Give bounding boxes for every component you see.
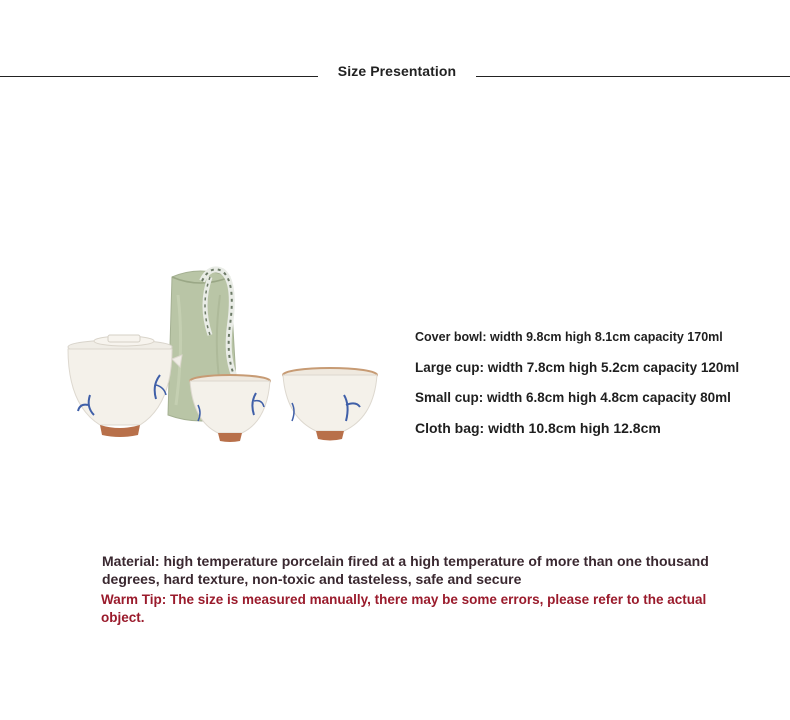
large-cup-icon bbox=[283, 368, 377, 441]
header-rule-left bbox=[0, 76, 318, 77]
tea-set-photo-icon bbox=[60, 255, 390, 455]
spec-small-cup: Small cup: width 6.8cm high 4.8cm capacity 80ml bbox=[415, 390, 731, 405]
warm-tip: Warm Tip: The size is measured manually, there may be some errors, please refer to the actual object. bbox=[101, 592, 707, 625]
spec-cover-bowl: Cover bowl: width 9.8cm high 8.1cm capacity 170ml bbox=[415, 330, 723, 344]
page-title: Size Presentation bbox=[337, 63, 457, 79]
material-description: Material: high temperature porcelain fired at a high temperature of more than one thousand degrees, hard texture, non-toxic and tasteless, safe and secure bbox=[102, 553, 709, 587]
header-rule-right bbox=[476, 76, 790, 77]
spec-large-cup: Large cup: width 7.8cm high 5.2cm capacity 120ml bbox=[415, 360, 740, 375]
cover-bowl-icon bbox=[68, 335, 182, 437]
spec-cloth-bag: Cloth bag: width 10.8cm high 12.8cm bbox=[415, 420, 661, 436]
small-cup-icon bbox=[190, 375, 270, 442]
